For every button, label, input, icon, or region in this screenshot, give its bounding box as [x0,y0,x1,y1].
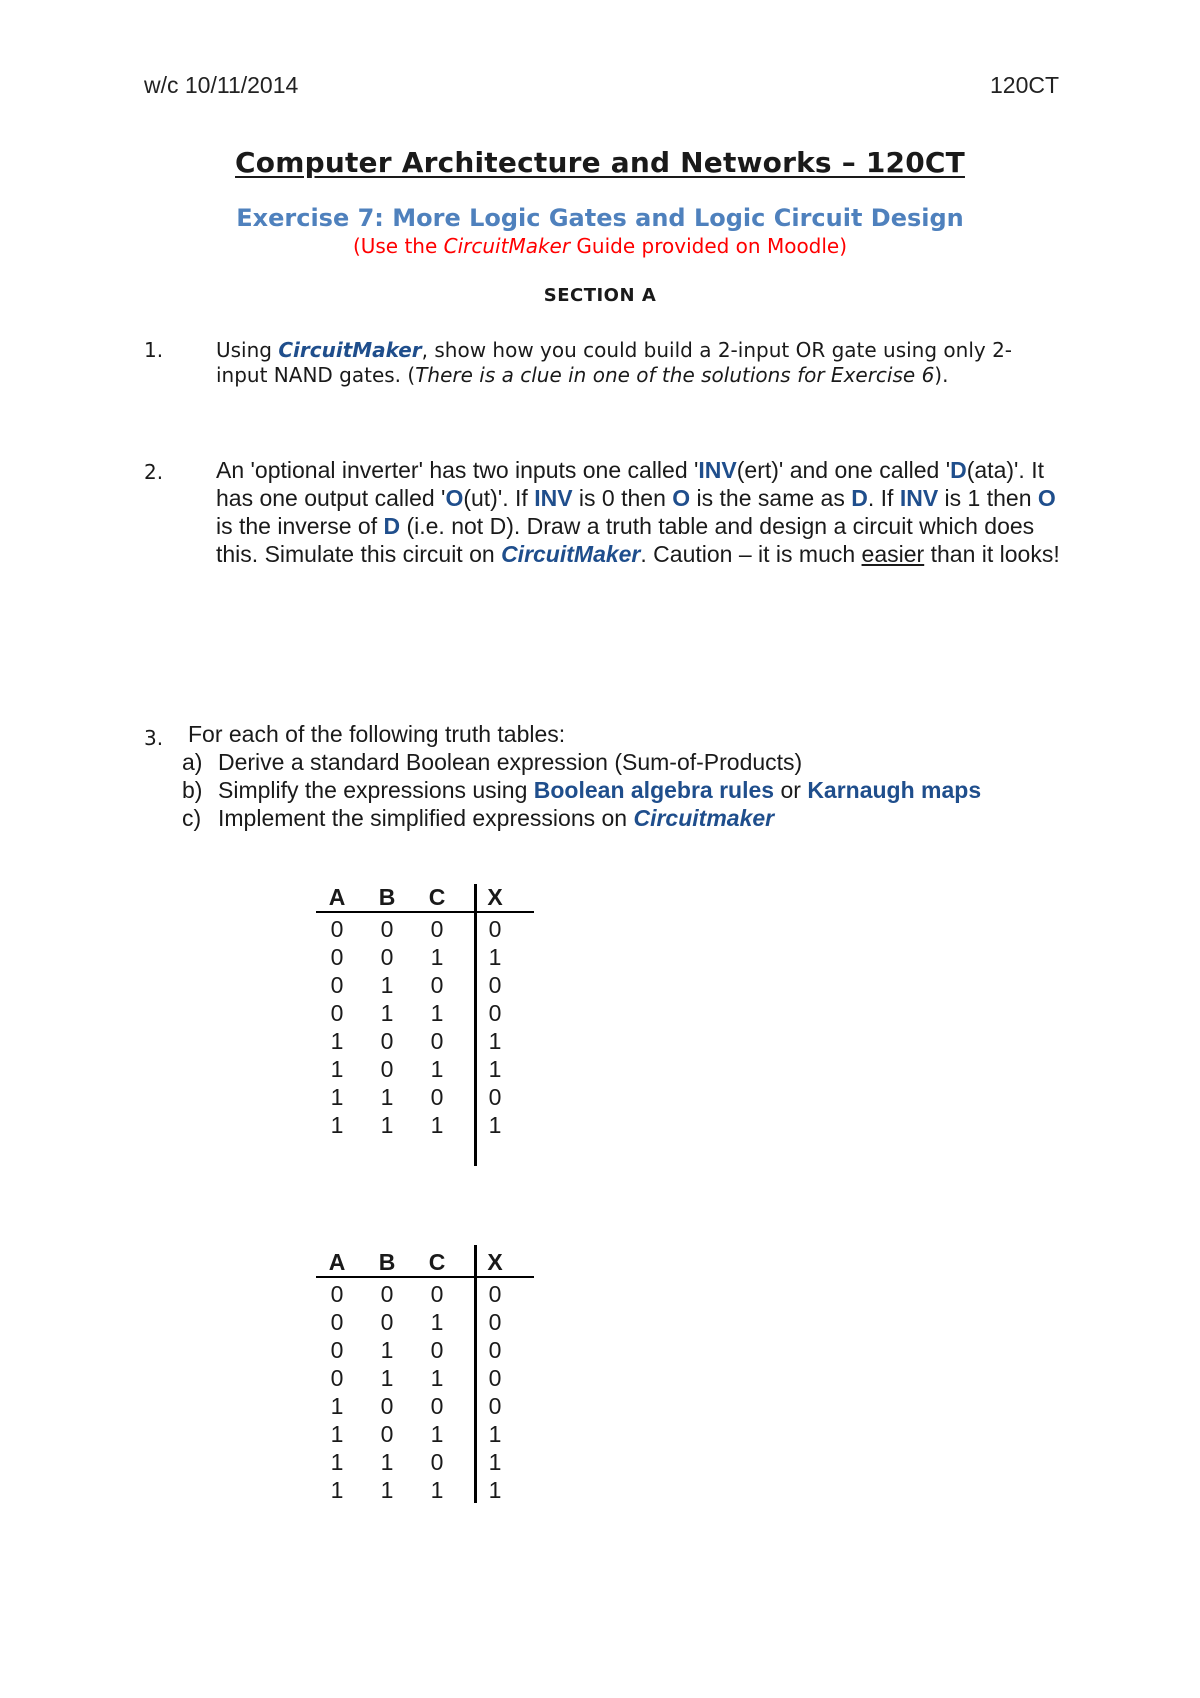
table-cell: 0 [380,1056,394,1082]
question-2-number: 2. [144,460,164,484]
table-cell: 1 [380,1000,394,1026]
page-title: Computer Architecture and Networks – 120CT [235,146,965,179]
table-cell: 0 [430,1028,444,1054]
table-cell: 0 [430,916,444,942]
table-cell: 1 [430,1000,444,1026]
table-cell: 1 [488,1449,502,1475]
section-heading: SECTION A [543,285,657,306]
table-cell: 1 [380,972,394,998]
table-cell: 1 [488,1421,502,1447]
table-header: B [378,1249,396,1275]
table-cell: 0 [488,1281,502,1307]
table-divider [474,1245,477,1503]
table-header: X [487,1249,503,1275]
table-cell: 0 [330,1337,344,1363]
table-cell: 1 [330,1084,344,1110]
question-2-text: An 'optional inverter' has two inputs one called 'INV(ert)' and one called 'D(ata)'. It has one output called 'O(ut)'. If INV is 0 then O is the same as D. If INV is 1 then O is the inverse of D (i.e. not D). Draw a truth table and design a circuit which does this. Simulate this circuit on CircuitMaker. Caution – it is much easier than it looks! [216,457,1060,567]
table-cell: 0 [380,1393,394,1419]
table-cell: 1 [430,1056,444,1082]
table-header: B [378,884,396,910]
header-date: w/c 10/11/2014 [144,72,299,98]
table-cell: 0 [430,972,444,998]
table-cell: 0 [330,1365,344,1391]
question-3b-label: b) [182,777,203,803]
table-cell: 0 [430,1393,444,1419]
table-cell: 0 [380,1281,394,1307]
table-cell: 1 [380,1477,394,1503]
table-header: A [328,884,346,910]
table-cell: 0 [488,1000,502,1026]
table-cell: 1 [488,944,502,970]
table-cell: 1 [380,1365,394,1391]
header-course-code: 120CT [990,72,1060,98]
table-cell: 0 [488,1309,502,1335]
table-cell: 1 [330,1028,344,1054]
table-cell: 0 [488,1365,502,1391]
table-cell: 1 [430,1421,444,1447]
table-cell: 0 [330,1309,344,1335]
table-divider [474,884,477,1166]
table-cell: 1 [330,1449,344,1475]
table-cell: 0 [380,1421,394,1447]
table-cell: 0 [488,1393,502,1419]
table-cell: 0 [330,944,344,970]
table-cell: 0 [430,1281,444,1307]
exercise-title: Exercise 7: More Logic Gates and Logic Circuit Design [236,204,964,232]
table-header: C [428,884,446,910]
table-cell: 0 [488,916,502,942]
question-3b-text: Simplify the expressions using Boolean algebra rules or Karnaugh maps [218,777,982,803]
table-cell: 1 [330,1421,344,1447]
question-3c-label: c) [182,805,202,831]
table-cell: 1 [330,1393,344,1419]
table-cell: 0 [330,1000,344,1026]
question-3a-text: Derive a standard Boolean expression (Sum-of-Products) [218,749,803,775]
table-cell: 1 [488,1028,502,1054]
table-cell: 0 [380,944,394,970]
question-1-text: Using CircuitMaker, show how you could build a 2-input OR gate using only 2-input NAND gates. (There is a clue in one of the solutions for Exercise 6). [216,338,1013,387]
table-cell: 0 [380,916,394,942]
table-cell: 1 [488,1056,502,1082]
table-cell: 1 [330,1112,344,1138]
table-cell: 1 [488,1112,502,1138]
instruction-note: (Use the CircuitMaker Guide provided on Moodle) [352,234,848,258]
table-cell: 0 [488,972,502,998]
table-header: A [328,1249,346,1275]
question-1-number: 1. [144,338,164,362]
table-cell: 1 [380,1337,394,1363]
table-cell: 1 [380,1084,394,1110]
table-header: C [428,1249,446,1275]
question-3c-text: Implement the simplified expressions on Circuitmaker [218,805,775,831]
question-3-intro: For each of the following truth tables: [188,721,566,747]
table-cell: 1 [430,1112,444,1138]
table-cell: 0 [330,916,344,942]
table-cell: 1 [430,944,444,970]
table-header-rule [316,911,534,913]
table-cell: 1 [430,1477,444,1503]
table-cell: 1 [330,1477,344,1503]
table-cell: 0 [488,1084,502,1110]
table-cell: 1 [330,1056,344,1082]
table-cell: 0 [430,1084,444,1110]
table-cell: 1 [430,1365,444,1391]
table-cell: 1 [430,1309,444,1335]
table-header: X [487,884,503,910]
table-cell: 1 [380,1449,394,1475]
question-3a-label: a) [182,749,203,775]
table-cell: 0 [430,1337,444,1363]
question-3-number: 3. [144,726,164,750]
table-cell: 0 [380,1028,394,1054]
table-cell: 0 [380,1309,394,1335]
table-cell: 0 [488,1337,502,1363]
table-cell: 1 [380,1112,394,1138]
table-cell: 0 [330,972,344,998]
table-header-rule [316,1276,534,1278]
table-cell: 1 [488,1477,502,1503]
table-cell: 0 [330,1281,344,1307]
table-cell: 0 [430,1449,444,1475]
